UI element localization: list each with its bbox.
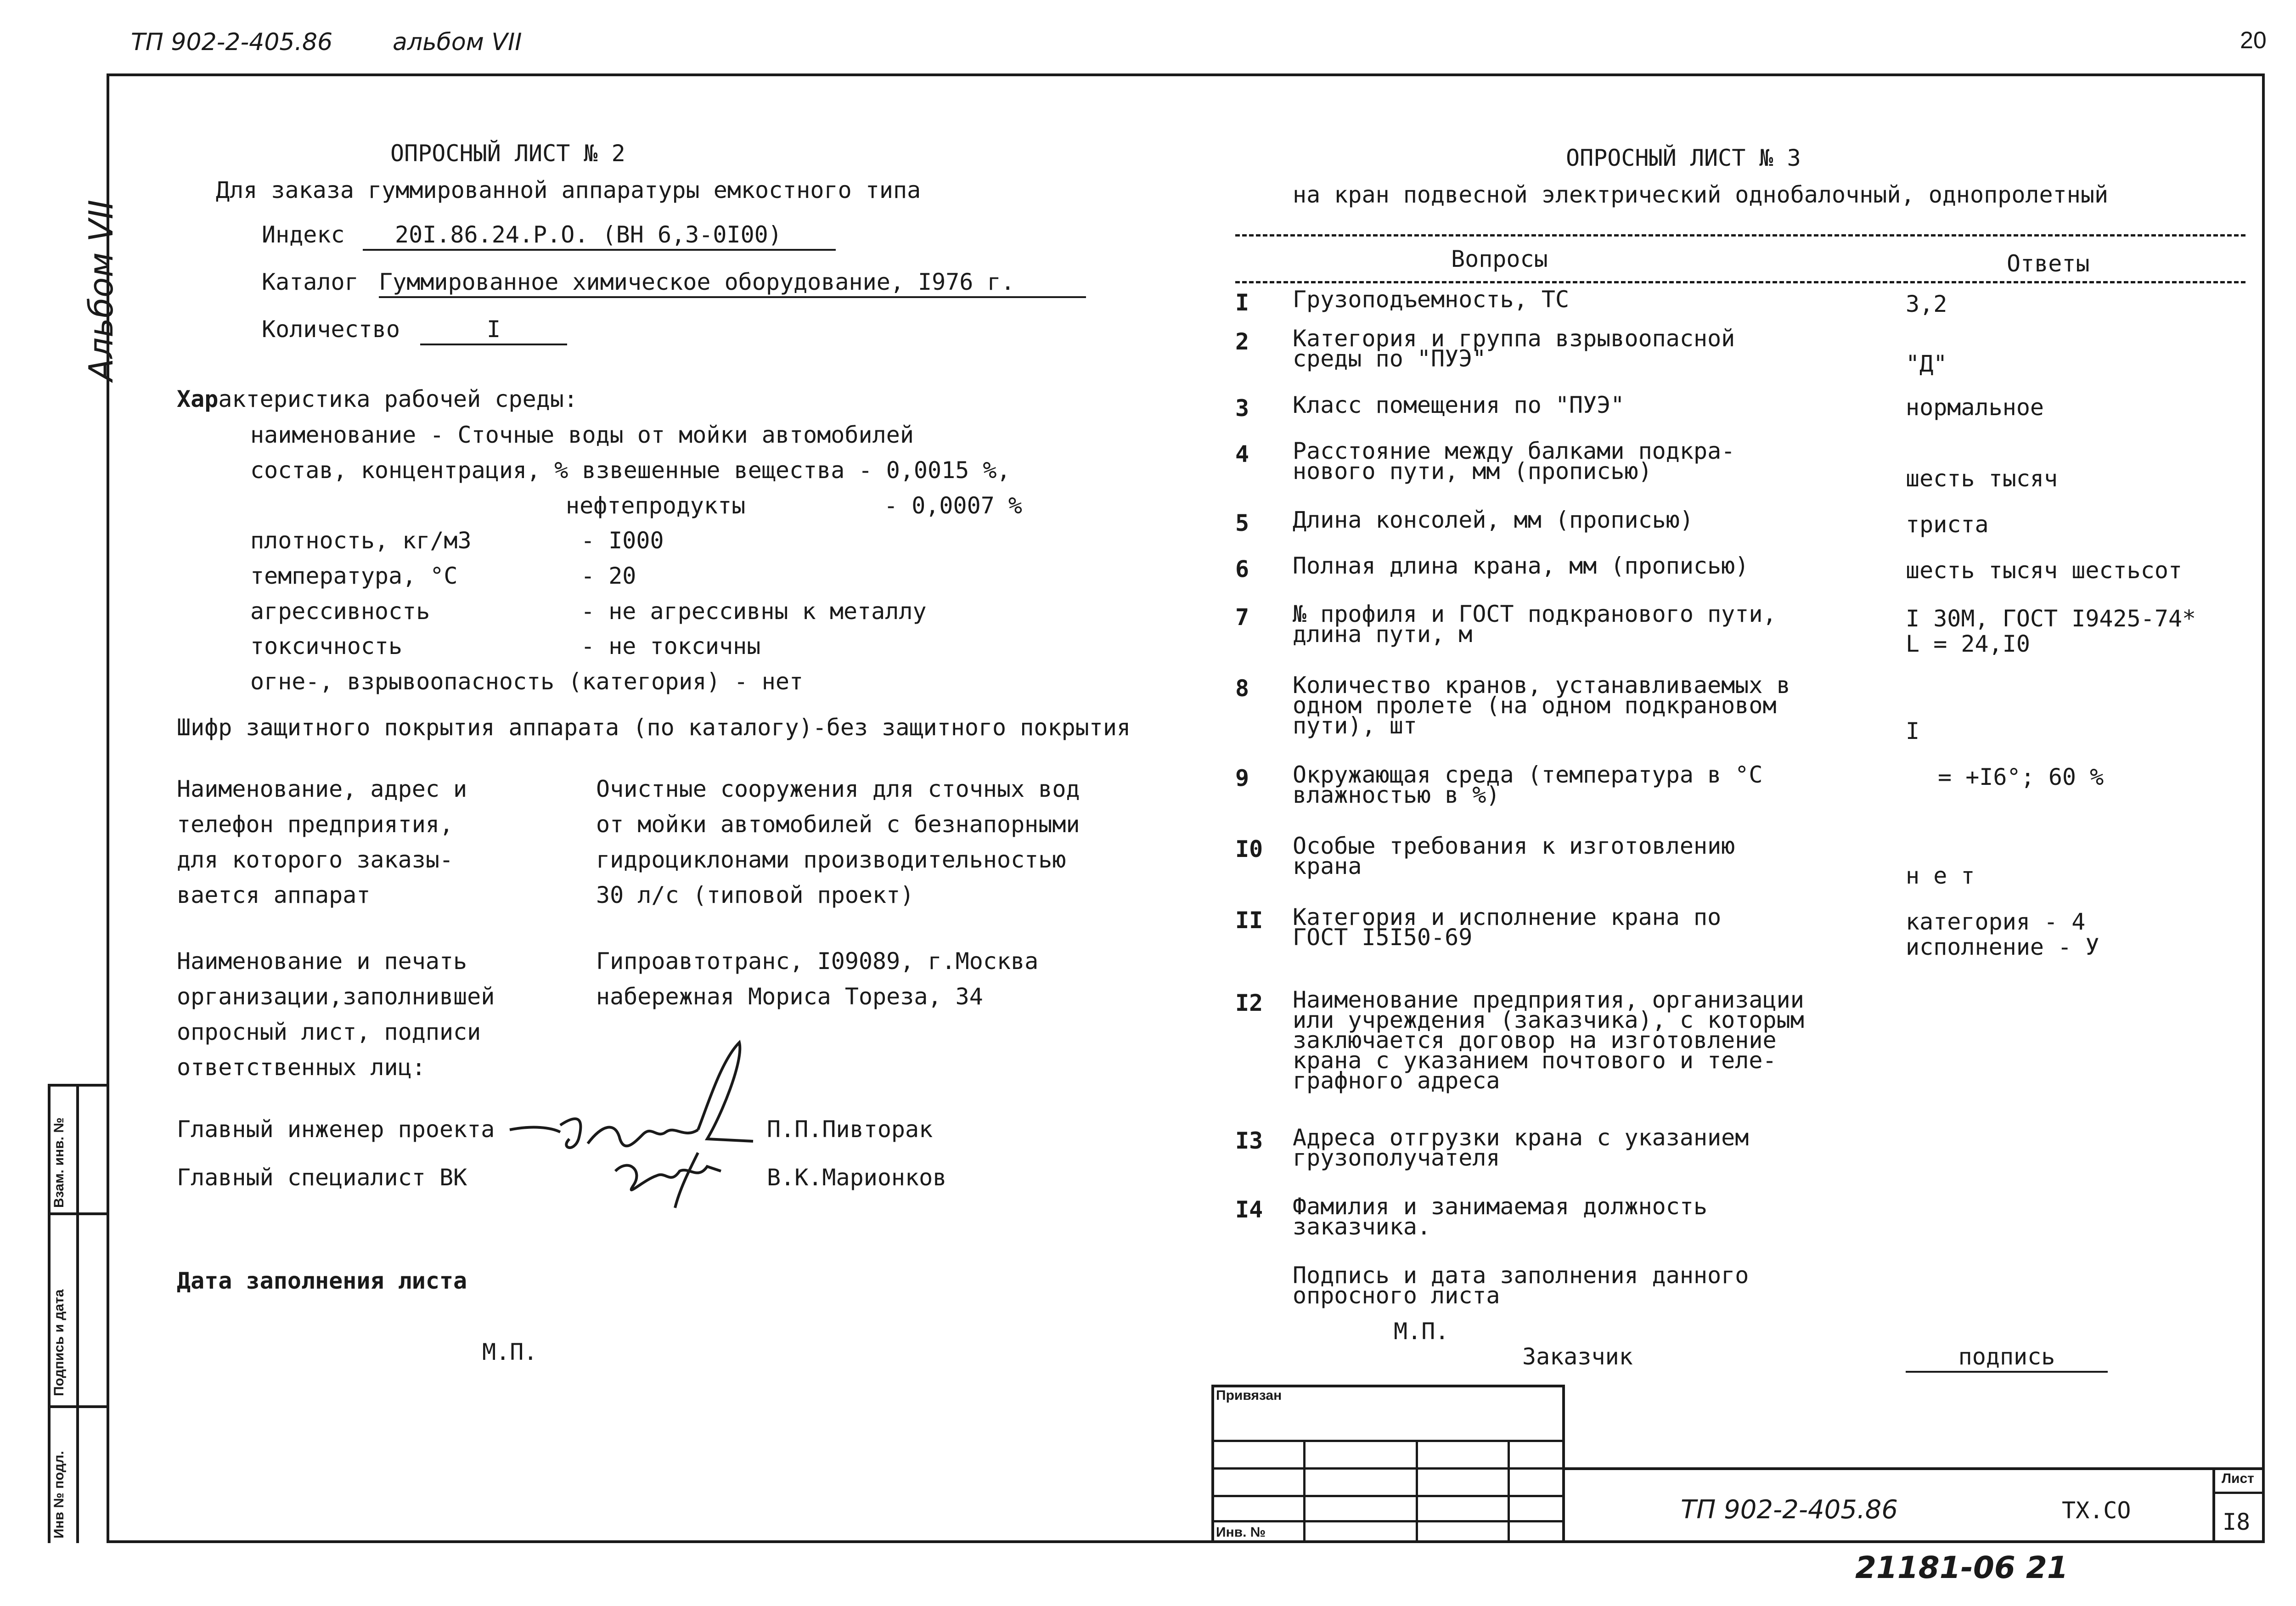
question-text: Наименование предприятия, организации или учреждения (заказчика), с которым заключается договор на изготовление крана с указанием почтового и теле- графного адреса [1293,986,1804,1094]
form3-mp: М.П. [1394,1318,1449,1345]
customer-label: Заказчик [1522,1343,1633,1370]
answer-text: категория - 4 исполнение - У [1906,908,2099,960]
bottom-number: 21181-06 21 [1855,1550,2068,1585]
question-number: 4 [1235,441,1249,468]
form2-temp-label: температура, °С [250,563,458,589]
form2-name-line: наименование - Сточные воды от мойки автомобилей [250,422,914,448]
form2-coating-line: Шифр защитного покрытия аппарата (по каталогу)-без защитного покрытия [177,714,1131,741]
form2-subtitle: Для заказа гуммированной аппаратуры емкостного типа [216,177,921,203]
stamp-podpis-data: Подпись и дата [51,1289,67,1396]
chief-engineer-name: П.П.Пивторак [767,1116,933,1143]
sign-note: Подпись и дата заполнения данного опросного листа [1293,1262,1749,1309]
question-text: Адреса отгрузки крана с указанием грузополучателя [1293,1124,1749,1171]
question-number: I [1235,289,1249,316]
sheet-code: ТХ.СО [2062,1497,2131,1524]
form2-title: ОПРОСНЫЙ ЛИСТ № 2 [390,140,625,167]
form2-composition-line: состав, концентрация, % взвешенные вещества - 0,0015 %, [250,457,1011,484]
form2-org-value: Гипроавтотранс, I09089, г.Москва набережная Мориса Тореза, 34 [596,948,1039,1010]
answer-text: "Д" [1906,350,1947,377]
question-number: 3 [1235,395,1249,422]
header-doc-code: ТП 902-2-405.86 [131,28,333,56]
header-album: альбом VII [393,28,522,56]
form2-org-label: Наименование и печать организации,заполнившей опросный лист, подписи ответственных лиц: [177,948,495,1081]
question-text: Категория и группа взрывоопасной среды по "ПУЭ" [1293,325,1735,372]
question-text: Окружающая среда (температура в °С влажностью в %) [1293,761,1763,808]
form2-density-label: плотность, кг/м3 [250,527,472,554]
stamp-vzam-inv: Взам. инв. № [51,1117,67,1208]
question-text: Фамилия и занимаемая должность заказчика. [1293,1193,1708,1240]
form2-oil-value: - 0,0007 % [884,492,1023,519]
stamp-inv-podl: Инв № подл. [51,1451,67,1538]
form2-qty-value: I [420,316,567,345]
col-answers: Ответы [2007,250,2090,277]
question-number: 6 [1235,556,1249,582]
fill-date: Дата заполнения листа [177,1268,467,1294]
chief-specialist-name: В.К.Марионков [767,1164,947,1191]
answer-text: I [1906,718,1920,744]
signature-scribbles [505,1033,762,1226]
form2-mp: М.П. [482,1339,538,1365]
signature-line: подпись [1906,1343,2108,1373]
chief-engineer-label: Главный инженер проекта [177,1116,495,1143]
form2-temp-value: - 20 [581,563,636,589]
answer-text: = +I6°; 60 % [1938,764,2104,790]
form2-enterprise-value: Очистные сооружения для сточных вод от мойки автомобилей с безнапорными гидроциклонами производительностью 30 л/с (типовой проект) [596,776,1080,908]
form3-title: ОПРОСНЫЙ ЛИСТ № 3 [1566,145,1801,171]
question-number: I0 [1235,836,1263,862]
question-text: Класс помещения по "ПУЭ" [1293,392,1625,418]
form2-fire-line: огне-, взрывоопасность (категория) - нет [250,668,804,695]
answer-text: н е т [1906,862,1975,889]
question-text: Расстояние между балками подкра- нового пути, мм (прописью) [1293,438,1735,485]
question-text: Грузоподъемность, ТС [1293,286,1570,313]
form2-aggr-label: агрессивность [250,598,430,625]
side-album-label: Альбом VII [82,199,120,381]
answer-text: триста [1906,511,1989,538]
form2-catalog-value: Гуммированное химическое оборудование, I976 г. [379,269,1086,298]
form2-density-value: - I000 [581,527,664,554]
form2-aggr-value: - не агрессивны к металлу [581,598,927,625]
question-number: I4 [1235,1196,1263,1223]
question-number: 7 [1235,604,1249,631]
form2-qty-label: Количество [262,316,400,343]
form2-tox-label: токсичность [250,633,403,659]
question-number: 8 [1235,675,1249,702]
question-text: Количество кранов, устанавливаемых в одном пролете (на одном подкрановом пути), шт [1293,672,1790,739]
col-questions: Вопросы [1451,246,1548,272]
form2-env-title: Характеристика рабочей среды: [177,386,578,412]
question-number: I2 [1235,990,1263,1016]
question-text: Категория и исполнение крана по ГОСТ I5I50-69 [1293,904,1722,951]
form2-catalog-label: Каталог [262,269,359,295]
question-number: 9 [1235,765,1249,791]
question-text: № профиля и ГОСТ подкранового пути, длина пути, м [1293,601,1777,648]
question-number: I3 [1235,1127,1263,1154]
chief-specialist-label: Главный специалист ВК [177,1164,467,1191]
answer-text: шесть тысяч [1906,465,2058,492]
form2-index-value: 20I.86.24.P.O. (ВН 6,3-0I00) [363,221,836,251]
privyazan-label: Привязан [1216,1388,1282,1403]
form3-subtitle: на кран подвесной электрический однобалочный, однопролетный [1293,181,2109,208]
question-text: Длина консолей, мм (прописью) [1293,507,1694,533]
form2-oil-label: нефтепродукты [566,492,746,519]
inv-no-label: Инв. № [1216,1525,1266,1540]
question-number: 5 [1235,510,1249,536]
sheet-label: Лист [2222,1471,2254,1486]
title-doc-code: ТП 902-2-405.86 [1681,1495,1898,1525]
form2-enterprise-label: Наименование, адрес и телефон предприятия, для которого заказы- вается аппарат [177,776,467,908]
question-text: Полная длина крана, мм (прописью) [1293,552,1749,579]
question-text: Особые требования к изготовлению крана [1293,833,1735,879]
answer-text: 3,2 [1906,291,1947,317]
page-number: 20 [2240,27,2267,54]
answer-text: нормальное [1906,394,2044,421]
sheet-number: I8 [2223,1509,2251,1535]
question-number: II [1235,907,1263,934]
form2-index-label: Индекс [262,221,345,248]
answer-text: шесть тысяч шестьсот [1906,557,2183,584]
question-number: 2 [1235,328,1249,355]
answer-text: I 30М, ГОСТ I9425-74* L = 24,I0 [1906,605,2196,657]
form2-tox-value: - не токсичны [581,633,761,659]
